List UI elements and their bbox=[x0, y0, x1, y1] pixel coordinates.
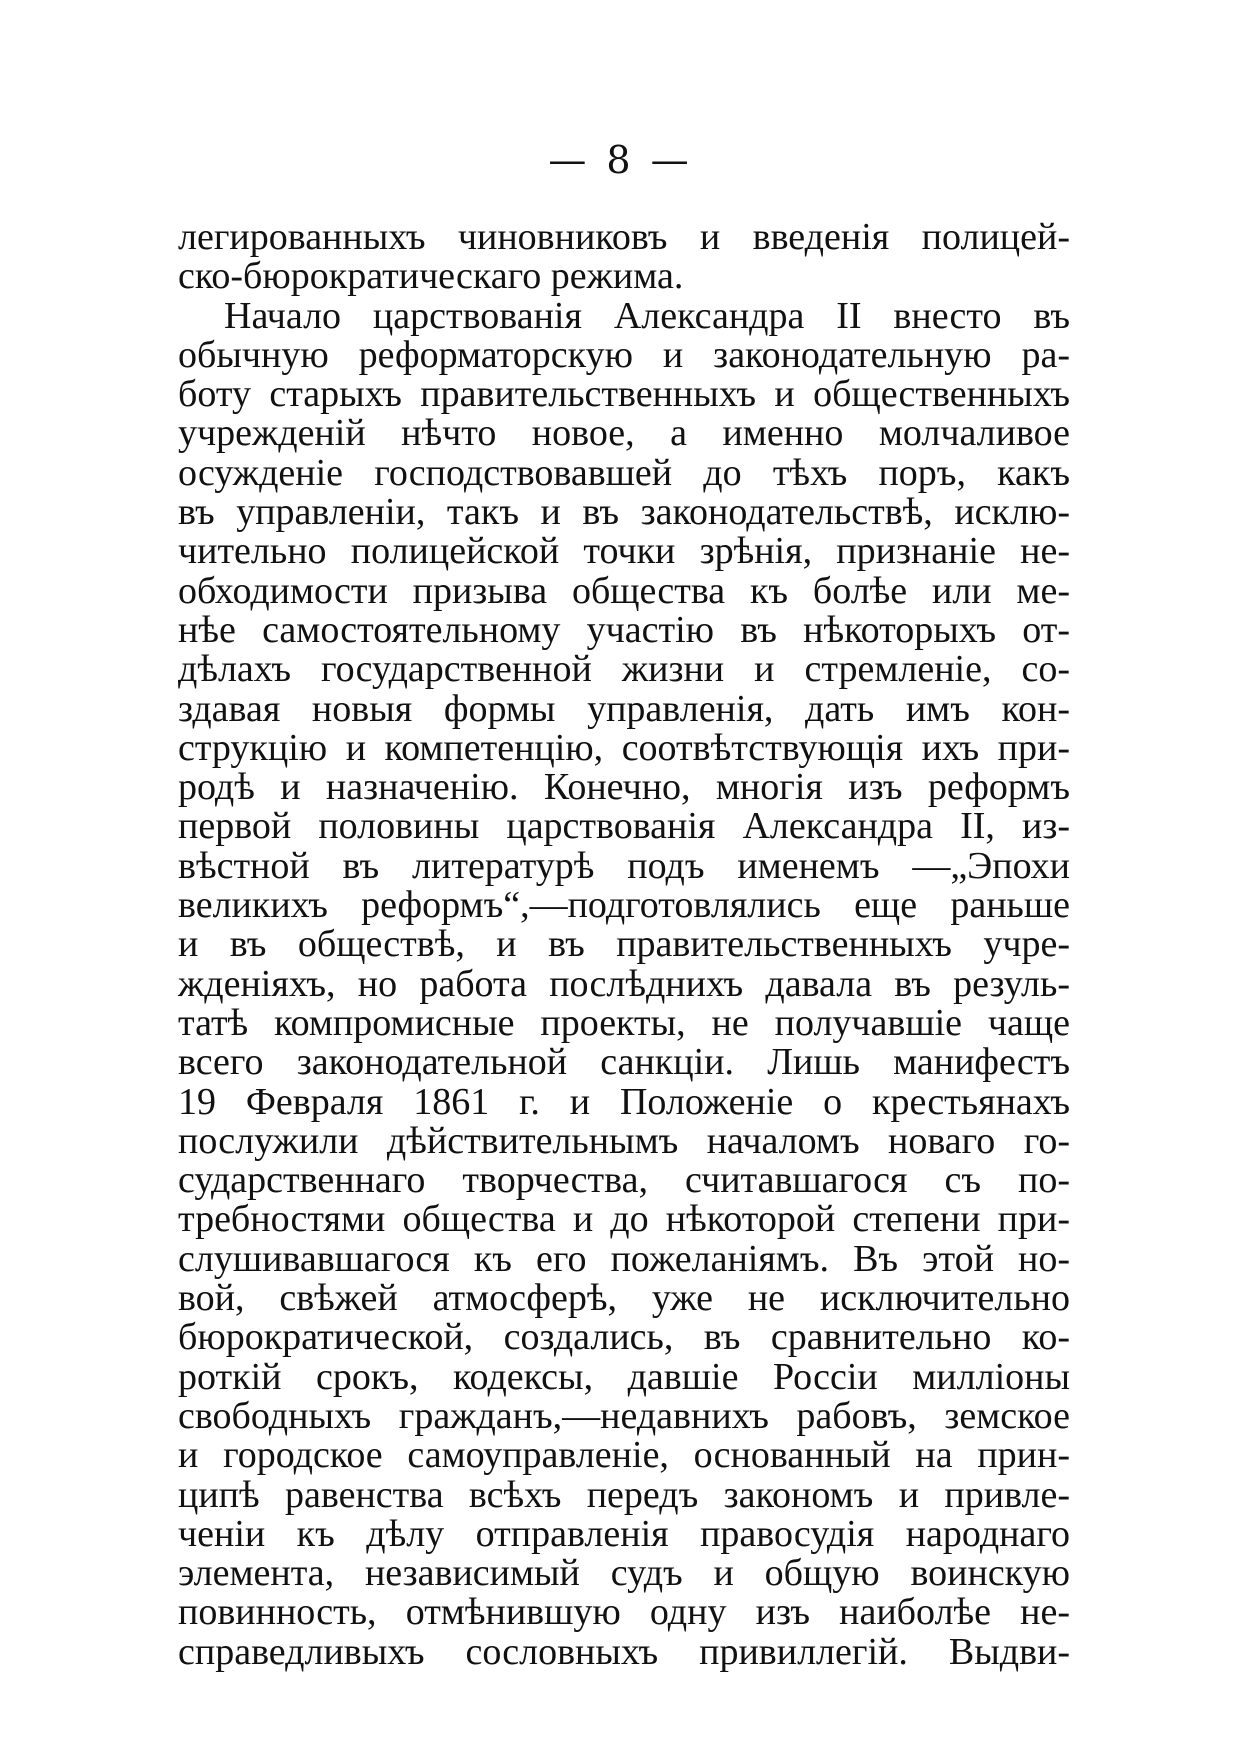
text-line: татѣ компромисные проекты, не получавшіе чаще bbox=[178, 1001, 1070, 1044]
text-line: великихъ реформъ“,—подготовлялись еще раньше bbox=[178, 884, 1070, 927]
text-line: повинность, отмѣнившую одну изъ наиболѣе не- bbox=[178, 1591, 1070, 1634]
text-line: ципѣ равенства всѣхъ передъ закономъ и привле- bbox=[178, 1473, 1070, 1516]
text-line: дѣлахъ государственной жизни и стремленіе, со- bbox=[178, 648, 1070, 691]
text-line: элемента, независимый судъ и общую воинскую bbox=[178, 1552, 1070, 1595]
text-line: здавая новыя формы управленія, дать имъ кон- bbox=[178, 687, 1070, 730]
text-line: сударственнаго творчества, считавшагося съ по- bbox=[178, 1159, 1070, 1202]
text-line: обходимости призыва общества къ болѣе или ме- bbox=[178, 569, 1070, 612]
text-line: ченіи къ дѣлу отправленія правосудія народнаго bbox=[178, 1512, 1070, 1555]
text-line: жденіяхъ, но работа послѣднихъ давала въ резуль- bbox=[178, 962, 1070, 1005]
text-line: обычную реформаторскую и законодательную ра- bbox=[178, 333, 1070, 376]
text-line: въ управленіи, такъ и въ законодательствѣ, исклю- bbox=[178, 491, 1070, 534]
text-line: вѣстной въ литературѣ подъ именемъ —„Эпохи bbox=[178, 844, 1070, 887]
text-line: свободныхъ гражданъ,—недавнихъ рабовъ, земское bbox=[178, 1394, 1070, 1437]
text-line: справедливыхъ сословныхъ привиллегій. Выдви- bbox=[178, 1630, 1070, 1673]
text-line: легированныхъ чиновниковъ и введенія полицей- bbox=[178, 216, 1070, 258]
text-line: и въ обществѣ, и въ правительственныхъ учре- bbox=[178, 923, 1070, 966]
text-line: и городское самоуправленіе, основанный на прин- bbox=[178, 1434, 1070, 1477]
text-line: струкцію и компетенцію, соотвѣтствующія ихъ при- bbox=[178, 726, 1070, 769]
text-line: первой половины царствованія Александра II, из- bbox=[178, 805, 1070, 848]
text-line: роткій срокъ, кодексы, давшіе Россіи милліоны bbox=[178, 1355, 1070, 1398]
text-line: ско-бюрократическаго режима. bbox=[178, 255, 684, 298]
text-line: Начало царствованія Александра II внесто въ bbox=[224, 294, 1070, 337]
page-number: — 8 — bbox=[548, 138, 693, 182]
text-line: вой, свѣжей атмосферѣ, уже не исключительно bbox=[178, 1277, 1070, 1320]
text-line: чительно полицейской точки зрѣнія, признаніе не- bbox=[178, 530, 1070, 573]
text-line: послужили дѣйствительнымъ началомъ новаго го- bbox=[178, 1119, 1070, 1162]
text-line: осужденіе господствовавшей до тѣхъ поръ, какъ bbox=[178, 451, 1070, 494]
text-line: нѣе самостоятельному участію въ нѣкоторыхъ от- bbox=[178, 608, 1070, 651]
text-line: боту старыхъ правительственныхъ и общественныхъ bbox=[178, 373, 1070, 416]
text-line: учрежденій нѣчто новое, а именно молчаливое bbox=[178, 412, 1070, 455]
text-line: слушивавшагося къ его пожеланіямъ. Въ этой но- bbox=[178, 1237, 1070, 1280]
body-text bbox=[178, 218, 1070, 1672]
text-line: всего законодательной санкціи. Лишь манифестъ bbox=[178, 1041, 1070, 1084]
text-line: требностями общества и до нѣкоторой степени при- bbox=[178, 1198, 1070, 1241]
text-line: родѣ и назначенію. Конечно, многія изъ реформъ bbox=[178, 766, 1070, 809]
text-line: бюрократической, создались, въ сравнительно ко- bbox=[178, 1316, 1070, 1359]
text-line: 19 Февраля 1861 г. и Положеніе о крестьянахъ bbox=[178, 1080, 1070, 1123]
